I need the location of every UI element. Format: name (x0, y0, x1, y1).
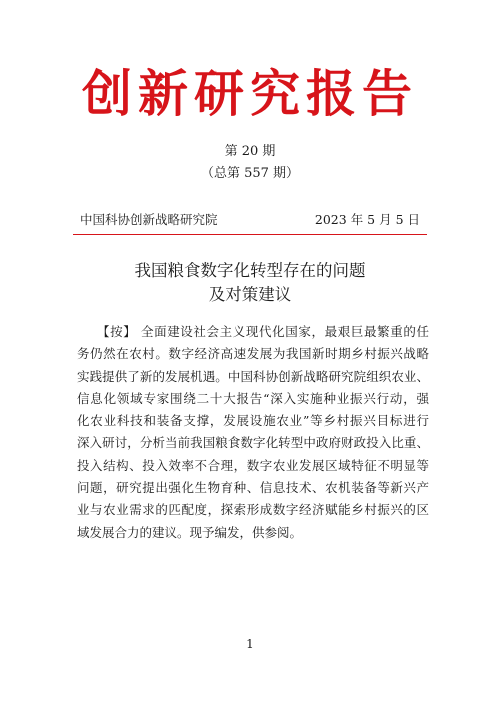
page-number: 1 (246, 637, 254, 651)
publication-date: 2023 年 5 月 5 日 (314, 212, 420, 227)
editor-note-line: 化农业科技和装备支撑，发展设施农业”等乡村振兴目标进行 (77, 413, 429, 429)
article-title-line: 及对策建议 (208, 285, 292, 304)
editor-note (77, 321, 429, 544)
publication-meta-row (80, 210, 420, 230)
editor-note-line: 信息化领域专家围绕二十大报告“深入实施种业振兴行动，强 (77, 390, 429, 406)
masthead-title: 创新研究报告 (82, 64, 418, 123)
editor-note-line: 域发展合力的建议。现予编发，供参阅。 (77, 524, 303, 540)
editor-note-line: 【按】 全面建设社会主义现代化国家，最艰巨最繁重的任 (77, 324, 429, 339)
issue-total-number: （总第 557 期） (200, 166, 300, 181)
editor-note-line: 实践提供了新的发展机遇。中国科协创新战略研究院组织农业、 (77, 368, 429, 384)
publisher-organization: 中国科协创新战略研究院 (80, 212, 218, 227)
header-divider (73, 234, 427, 235)
editor-note-line: 业与农业需求的匹配度，探索形成数字经济赋能乡村振兴的区 (77, 502, 429, 518)
article-title-line: 我国粮食数字化转型存在的问题 (134, 261, 366, 280)
editor-note-line: 深入研讨，分析当前我国粮食数字化转型中政府财政投入比重、 (77, 435, 429, 451)
editor-note-line: 问题，研究提出强化生物育种、信息技术、农机装备等新兴产 (77, 480, 429, 496)
editor-note-line: 投入结构、投入效率不合理，数字农业发展区域特征不明显等 (77, 457, 429, 473)
issue-number: 第 20 期 (224, 144, 276, 159)
editor-note-line: 务仍然在农村。数字经济高速发展为我国新时期乡村振兴战略 (77, 346, 429, 362)
article-title (70, 259, 430, 307)
